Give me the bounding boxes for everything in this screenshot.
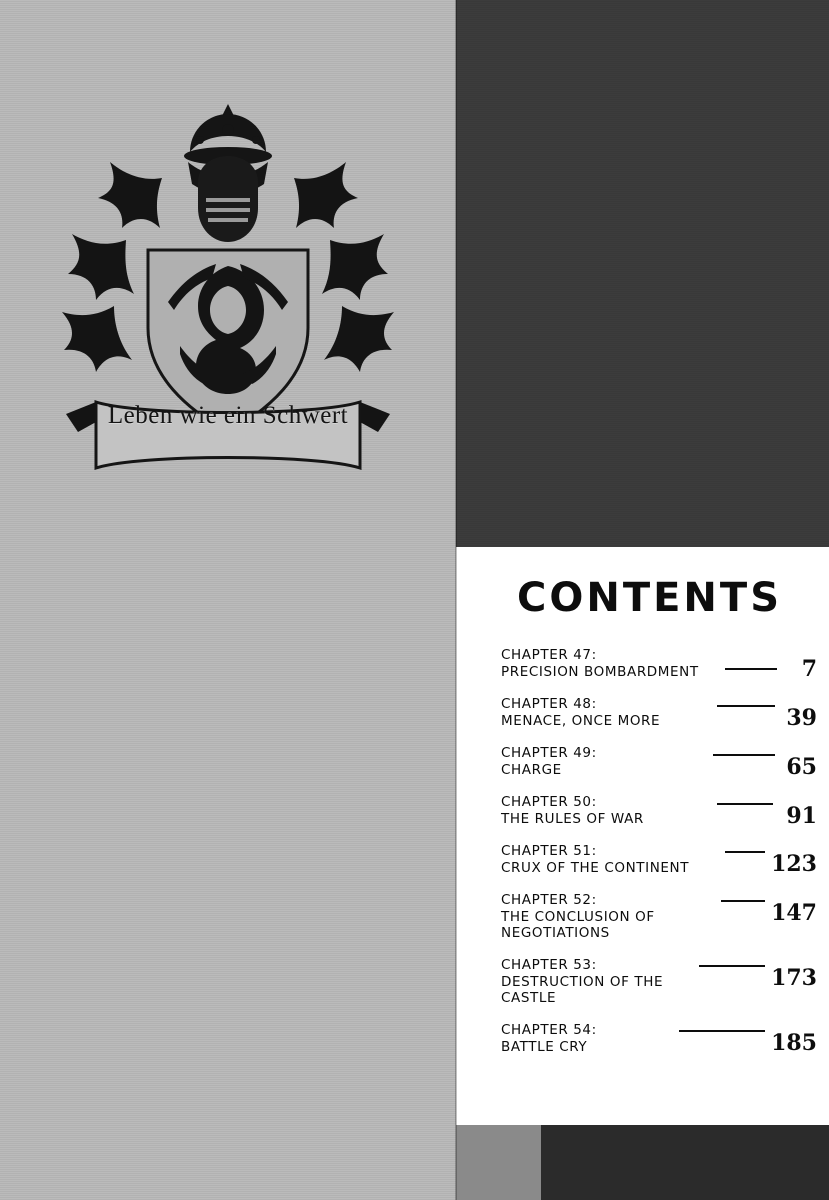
heraldic-crest-icon [30, 70, 426, 470]
toc-entry-text [501, 843, 716, 876]
toc-entry-text [501, 794, 716, 827]
toc-page-number: 39 [786, 705, 817, 731]
toc-chapter-title: PRECISION BOMBARDMENT [501, 663, 699, 680]
toc-chapter-label: CHAPTER 50: [501, 794, 597, 810]
toc-entry-text [501, 745, 716, 778]
list-item[interactable] [501, 843, 817, 877]
toc-chapter-label: CHAPTER 51: [501, 843, 597, 859]
toc-chapter-label: CHAPTER 48: [501, 696, 597, 712]
list-item[interactable] [501, 892, 817, 942]
toc-chapter-title: THE CONCLUSION OF NEGOTIATIONS [501, 908, 655, 941]
toc-chapter-title: CRUX OF THE CONTINENT [501, 859, 690, 876]
toc-page-number: 185 [771, 1030, 817, 1056]
toc-chapter-label: CHAPTER 47: [501, 647, 597, 663]
toc-entry-text [501, 1022, 716, 1055]
toc-chapter-title: THE RULES OF WAR [501, 810, 644, 827]
toc-leader-rule [717, 803, 773, 805]
list-item[interactable] [501, 745, 817, 779]
list-item[interactable] [501, 1022, 817, 1056]
page-seam-divider [455, 0, 457, 1200]
dark-background-block [456, 0, 829, 547]
crest-motto-text: Leben wie ein Schwert [107, 402, 349, 429]
list-item[interactable] [501, 696, 817, 730]
toc-chapter-title: CHARGE [501, 761, 562, 778]
toc-chapter-label: CHAPTER 52: [501, 892, 597, 908]
toc-chapter-label: CHAPTER 54: [501, 1022, 597, 1038]
toc-page-number: 65 [786, 754, 817, 780]
toc-leader-rule [721, 900, 765, 902]
toc-chapter-title: BATTLE CRY [501, 1038, 588, 1055]
toc-page-number: 173 [771, 965, 817, 991]
toc-entry-text [501, 696, 716, 729]
toc-entry-text [501, 647, 716, 680]
toc-leader-rule [713, 754, 775, 756]
toc-page-number: 91 [786, 803, 817, 829]
toc-leader-rule [679, 1030, 765, 1032]
contents-title: CONTENTS [516, 575, 782, 621]
toc-leader-rule [717, 705, 775, 707]
table-of-contents-list [501, 647, 817, 1071]
toc-leader-rule [699, 965, 765, 967]
toc-page-number: 123 [771, 851, 817, 877]
contents-panel [456, 547, 829, 1125]
toc-entry-text [501, 892, 716, 942]
toc-chapter-label: CHAPTER 49: [501, 745, 597, 761]
list-item[interactable] [501, 957, 817, 1007]
bottom-light-strip [456, 1125, 541, 1200]
toc-chapter-title: DESTRUCTION OF THE CASTLE [501, 973, 664, 1006]
toc-leader-rule [725, 851, 765, 853]
toc-entry-text [501, 957, 716, 1007]
list-item[interactable] [501, 794, 817, 828]
toc-leader-rule [725, 668, 777, 670]
list-item[interactable] [501, 647, 817, 681]
toc-chapter-title: MENACE, ONCE MORE [501, 712, 661, 729]
toc-chapter-label: CHAPTER 53: [501, 957, 597, 973]
bottom-dark-strip [541, 1125, 829, 1200]
toc-page-number: 7 [801, 656, 817, 682]
toc-page-number: 147 [771, 900, 817, 926]
